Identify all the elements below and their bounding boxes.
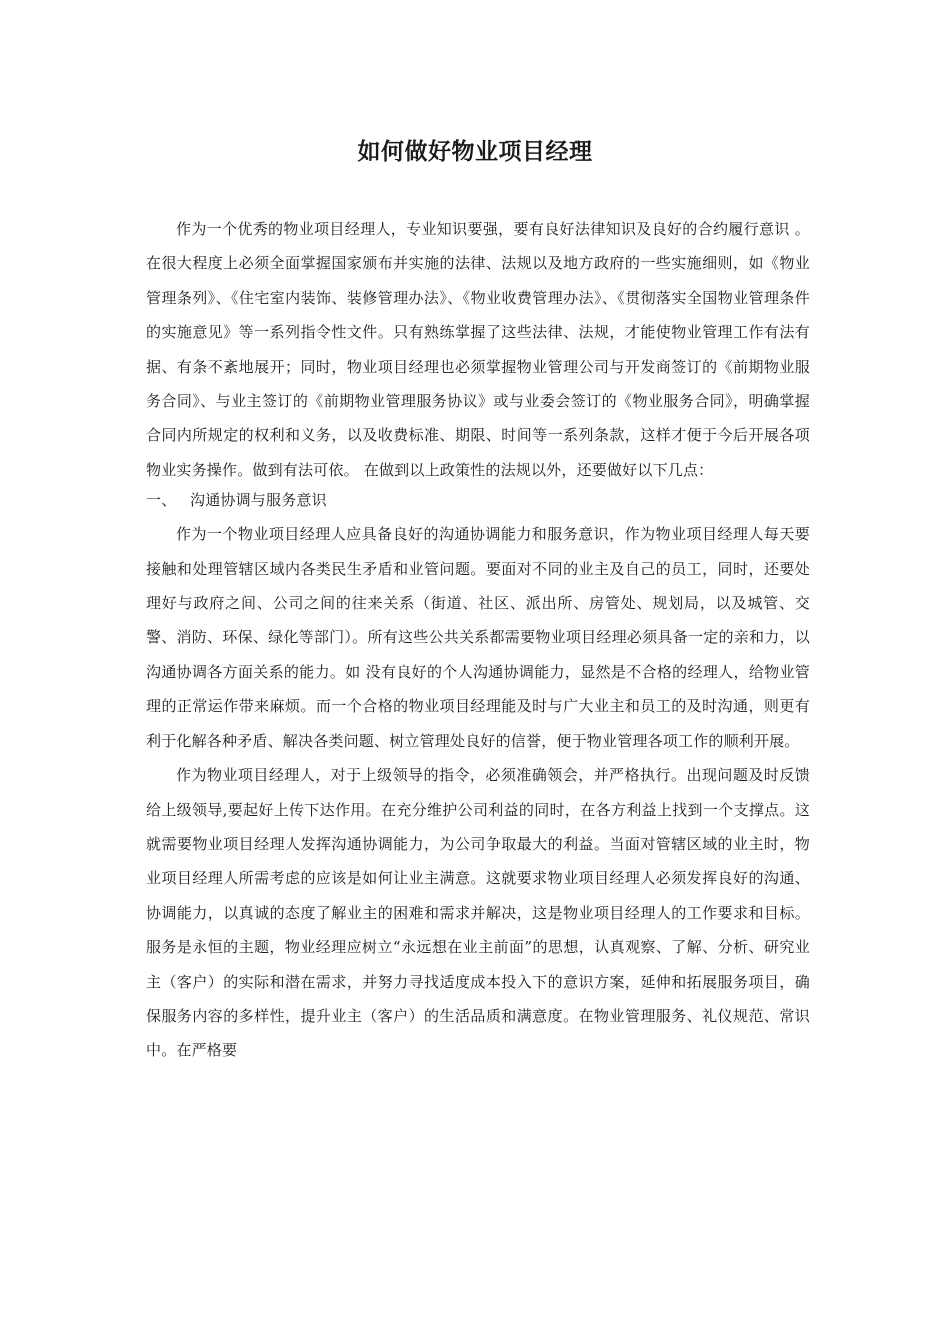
document-body [146, 212, 810, 1068]
section-heading-text: 沟通协调与服务意识 [190, 491, 327, 510]
section-number: 一、 [146, 491, 177, 510]
document-title: 如何做好物业项目经理 [357, 138, 593, 165]
section-paragraph: 作为物业项目经理人，对于上级领导的指令，必须准确领会，并严格执行。出现问题及时反馈给上级领导,要起好上传下达作用。在充分维护公司利益的同时，在各方利益上找到一个支撑点。这就需要物业项目经理人发挥沟通协调能力，为公司争取最大的利益。当面对管辖区域的业主时，物业项目经理人所需考虑的应该是如何让业主满意。这就要求物业项目经理人必须发挥良好的沟通、协调能力，以真诚的态度了解业主的困难和需求并解决，这是物业项目经理人的工作要求和目标。服务是永恒的主题，物业经理应树立“永远想在业主前面”的思想，认真观察、了解、分析、研究业主（客户）的实际和潜在需求，并努力寻找适度成本投入下的意识方案，延伸和拓展服务项目，确保服务内容的多样性，提升业主（客户）的生活品质和满意度。在物业管理服务、礼仪规范、常识中。在严格要 [146, 766, 810, 1060]
section-heading [146, 487, 810, 517]
intro-paragraph: 作为一个优秀的物业项目经理人，专业知识要强，要有良好法律知识及良好的合约履行意识 。在很大程度上必须全面掌握国家颁布并实施的法律、法规以及地方政府的一些实施细则，如《物业管理条列》、《住宅室内装饰、装修管理办法》、《物业收费管理办法》、《贯彻落实全国物业管理条件的实施意见》等一系列指令性文件。只有熟练掌握了这些法律、法规，才能使物业管理工作有法有据、有条不紊地展开；同时，物业项目经理也必须掌握物业管理公司与开发商签订的《前期物业服务合同》、与业主签订的《前期物业管理服务协议》或与业委会签订的《物业服务合同》，明确掌握合同内所规定的权利和义务，以及收费标准、期限、时间等一系列条款，这样才便于今后开展各项物业实务操作。做到有法可依。 在做到以上政策性的法规以外，还要做好以下几点： [146, 220, 810, 479]
section-paragraph: 作为一个物业项目经理人应具备良好的沟通协调能力和服务意识，作为物业项目经理人每天要接触和处理管辖区域内各类民生矛盾和业管问题。要面对不同的业主及自己的员工，同时，还要处理好与政府之间、公司之间的往来关系（街道、社区、派出所、房管处、规划局，以及城管、交警、消防、环保、绿化等部门）。所有这些公共关系都需要物业项目经理必须具备一定的亲和力，以沟通协调各方面关系的能力。如 没有良好的个人沟通协调能力，显然是不合格的经理人，给物业管理的正常运作带来麻烦。而一个合格的物业项目经理能及时与广大业主和员工的及时沟通，则更有利于化解各种矛盾、解决各类问题、树立管理处良好的信誉，便于物业管理各项工作的顺利开展。 [146, 525, 810, 750]
